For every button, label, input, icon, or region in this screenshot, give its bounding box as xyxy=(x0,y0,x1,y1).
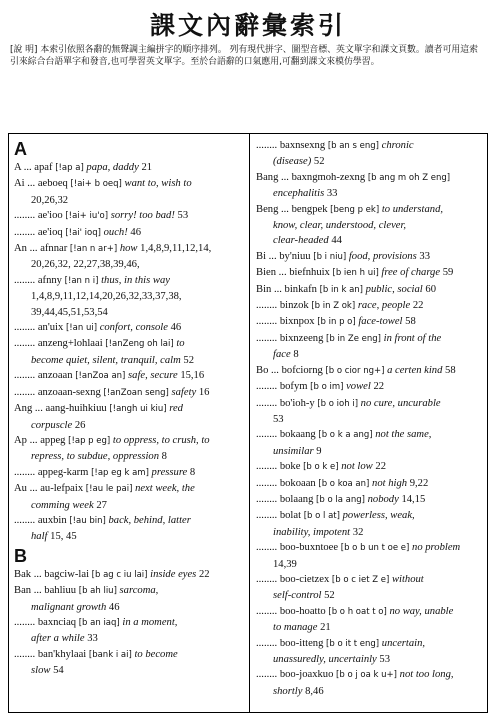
column-divider xyxy=(249,134,250,712)
index-entry-line xyxy=(256,429,431,440)
index-entry-line xyxy=(14,631,244,646)
index-entry-line xyxy=(256,461,386,472)
index-entry-line xyxy=(256,478,428,489)
index-entry-line xyxy=(14,353,244,368)
entry-phonetic: [b ah liu] xyxy=(78,586,117,597)
index-entry-line xyxy=(256,365,456,376)
entry-phonetic: [b ag c iu lai] xyxy=(91,569,148,580)
index-entry xyxy=(256,265,485,281)
index-entry-line xyxy=(14,387,209,398)
entry-phonetic: [b o k e] xyxy=(303,462,339,473)
entry-headword: Ang ... aang-huihkiuu xyxy=(14,403,107,415)
index-entry xyxy=(256,298,485,314)
entry-pages: 20,26,32, 22,27,38,39,46, xyxy=(31,259,140,271)
entry-phonetic: [b i niu] xyxy=(313,251,347,262)
entry-phonetic: [b an iaq] xyxy=(78,617,120,628)
entry-phonetic: [b o h oat t o] xyxy=(328,606,387,617)
index-entry-line xyxy=(14,569,210,580)
entry-pages: 46 xyxy=(108,601,120,613)
index-entry xyxy=(256,636,485,668)
index-entry-line xyxy=(14,243,211,254)
entry-headword: ........ anzoaan-sexng xyxy=(14,386,101,398)
entry-definition: no cure, uncurable xyxy=(360,397,441,409)
entry-pages: 20,26,32 xyxy=(31,194,69,206)
index-entry xyxy=(14,385,244,401)
entry-pages: 39,44,45,51,53,54 xyxy=(31,306,108,318)
entry-pages: 21 xyxy=(320,622,331,634)
index-entry-line xyxy=(256,316,416,327)
entry-definition: after a while xyxy=(31,633,85,645)
entry-phonetic: [beng p ek] xyxy=(330,204,380,215)
index-entry-line xyxy=(14,338,185,349)
entry-phonetic: [!angh ui kiu] xyxy=(109,404,167,415)
entry-headword: ........ bixnzeeng xyxy=(256,332,324,344)
entry-phonetic: [b in Ze eng] xyxy=(326,333,381,344)
entry-phonetic: [!au bin] xyxy=(69,515,106,526)
entry-pages: 54 xyxy=(53,665,64,677)
index-entry-line xyxy=(256,606,453,617)
index-entry-line xyxy=(14,435,210,446)
index-entry-line xyxy=(14,370,204,381)
entry-pages: 1,4,8,9,11,12,14,20,26,32,33,37,38, xyxy=(31,291,182,303)
entry-pages: 32 xyxy=(352,526,364,538)
index-entry-line xyxy=(14,322,181,333)
entry-phonetic: [!anZeng oh lai] xyxy=(105,339,174,350)
entry-headword: ........ bokaang xyxy=(256,429,316,441)
entry-phonetic: [b o it t eng] xyxy=(326,638,380,649)
index-entry-line xyxy=(256,574,424,585)
entry-headword: Bak ... bagciw-lai xyxy=(14,568,90,580)
entry-definition: comming week xyxy=(31,499,94,511)
entry-phonetic: [!anZoan seng] xyxy=(103,387,169,398)
entry-phonetic: [b ang m oh Z eng] xyxy=(367,172,451,183)
entry-phonetic: [!anZoa an] xyxy=(75,371,126,382)
entry-pages: 15, 45 xyxy=(50,531,77,543)
entry-headword: ........ boo-cietzex xyxy=(256,573,330,585)
entry-headword: Bien ... biefnhuix xyxy=(256,267,330,279)
index-entry-line xyxy=(256,251,430,262)
entry-headword: ........ baxnciaq xyxy=(14,616,77,628)
index-entry-line xyxy=(14,600,244,615)
entry-phonetic: [bank i ai] xyxy=(88,649,132,660)
entry-headword: A ... apaf xyxy=(14,162,53,173)
entry-definition: not high xyxy=(372,477,408,489)
entry-phonetic: [b o j oa k u+] xyxy=(336,670,397,681)
index-entry-line xyxy=(256,233,485,248)
entry-pages: 46 xyxy=(170,322,182,334)
entry-pages: 27 xyxy=(96,499,107,511)
entry-phonetic: [!ap eg k am] xyxy=(91,467,149,478)
index-entry-line xyxy=(256,154,485,169)
entry-phonetic: [b o k a ang] xyxy=(318,430,373,441)
entry-definition: (disease) xyxy=(273,156,312,168)
index-entry xyxy=(256,282,485,298)
entry-definition: a certen kind xyxy=(387,364,443,376)
index-entry xyxy=(256,508,485,540)
entry-definition: next week, the xyxy=(135,483,195,495)
entry-headword: ........ baxnsexng xyxy=(256,140,326,151)
index-entry-line xyxy=(14,210,188,221)
entry-phonetic: [b o im] xyxy=(310,382,344,393)
index-entry-line xyxy=(14,483,195,494)
entry-phonetic: [b o cior ng+] xyxy=(325,365,385,376)
entry-pages: 14,39 xyxy=(273,558,297,570)
entry-headword: ........ ban'khylaai xyxy=(14,648,87,660)
entry-definition: chronic xyxy=(381,140,414,151)
entry-pages: 53 xyxy=(177,210,189,222)
entry-pages: 44 xyxy=(331,235,342,247)
index-entry-line xyxy=(256,347,485,362)
entry-definition: sarcoma, xyxy=(119,585,159,597)
entry-definition: face-towel xyxy=(358,316,403,328)
entry-definition: vowel xyxy=(346,381,371,393)
entry-pages: 16 xyxy=(198,386,210,398)
index-entry-line xyxy=(14,193,244,208)
index-entry xyxy=(14,481,244,513)
entry-pages: 59 xyxy=(442,267,454,279)
index-entry-line xyxy=(14,498,244,513)
index-entry xyxy=(256,604,485,636)
index-entry-line xyxy=(14,305,244,320)
entry-headword: An ... afnnar xyxy=(14,243,68,255)
index-entry-line xyxy=(256,300,423,311)
index-entry xyxy=(14,225,244,241)
entry-definition: to understand, xyxy=(381,203,444,215)
index-entry xyxy=(14,320,244,336)
entry-definition: repress, to subdue, oppression xyxy=(31,451,160,463)
entry-definition: food, provisions xyxy=(348,250,417,262)
entry-phonetic: [!au le pai] xyxy=(85,484,133,495)
index-entry-line xyxy=(14,585,158,596)
entry-phonetic: [b in Z ok] xyxy=(311,301,356,312)
entry-definition: back, behind, latter xyxy=(108,514,191,526)
index-entry-line xyxy=(14,162,152,173)
entry-definition: how xyxy=(119,243,138,255)
index-entry xyxy=(14,241,244,273)
index-entry-line xyxy=(14,449,244,464)
entry-pages: 22 xyxy=(373,381,385,393)
entry-phonetic: [!ai+ b oeq] xyxy=(70,179,122,190)
index-entry xyxy=(14,208,244,224)
entry-pages: 26 xyxy=(74,419,86,431)
entry-pages: 52 xyxy=(324,590,335,602)
entry-pages: 53 xyxy=(273,413,284,425)
index-entry-line xyxy=(256,444,485,459)
entry-definition: corpuscle xyxy=(31,419,73,431)
entry-definition: uncertain, xyxy=(381,637,426,649)
index-entry-line xyxy=(256,267,453,278)
entry-phonetic: [!an ui] xyxy=(65,323,98,334)
entry-definition: face xyxy=(273,349,291,361)
index-entry xyxy=(256,249,485,265)
entry-phonetic: [b o c iet Z e] xyxy=(331,574,390,585)
entry-headword: Au ... au-lefpaix xyxy=(14,483,84,495)
entry-definition: not the same, xyxy=(375,429,432,441)
entry-headword: ........ binzok xyxy=(256,300,309,312)
entry-pages: 60 xyxy=(425,283,436,295)
entry-pages: 9 xyxy=(316,445,322,457)
entry-phonetic: [b in k an] xyxy=(319,284,363,295)
entry-definition: malignant growth xyxy=(31,601,107,613)
index-entry xyxy=(256,459,485,475)
entry-definition: to become xyxy=(134,648,178,660)
entry-headword: ........ anzoaan xyxy=(14,370,73,382)
index-entry xyxy=(256,667,485,699)
entry-phonetic: [b o ioh i] xyxy=(317,398,359,409)
entry-definition: know, clear, understood, clever, xyxy=(273,220,407,232)
index-entry xyxy=(256,202,485,249)
index-entry-line xyxy=(14,289,244,304)
entry-phonetic: [!ai' ioq] xyxy=(65,227,101,238)
entry-pages: 8 xyxy=(161,451,167,463)
entry-definition: half xyxy=(31,531,48,543)
index-entry-line xyxy=(256,140,414,151)
index-entry xyxy=(14,160,244,176)
entry-definition: to manage xyxy=(273,622,318,634)
entry-definition: not low xyxy=(341,461,373,473)
entry-pages: 33 xyxy=(87,633,98,645)
entry-phonetic: [!ap a] xyxy=(55,163,84,173)
index-entry-line xyxy=(256,381,384,392)
index-entry xyxy=(14,176,244,208)
entry-phonetic: [!ap p eg] xyxy=(68,435,111,446)
entry-definition: sorry! too bad! xyxy=(110,210,175,222)
entry-definition: to oppress, to crush, to xyxy=(112,434,210,446)
entry-headword: Bang ... baxngmoh-zexng xyxy=(256,171,366,183)
index-entry xyxy=(256,363,485,379)
entry-pages: 52 xyxy=(313,156,325,168)
index-entry-line xyxy=(14,418,244,433)
entry-definition: in front of the xyxy=(383,332,442,344)
index-entry xyxy=(14,273,244,320)
index-entry xyxy=(14,433,244,465)
index-letter-heading: B xyxy=(14,545,27,566)
entry-definition: public, social xyxy=(365,283,423,295)
entry-definition: powerless, weak, xyxy=(342,510,415,522)
entry-headword: ........ boo-joaxkuo xyxy=(256,669,334,681)
entry-definition: safe, secure xyxy=(128,370,178,382)
entry-definition: unsimilar xyxy=(273,445,314,457)
left-column xyxy=(14,138,244,679)
entry-pages: 33 xyxy=(419,250,430,262)
entry-pages: 46 xyxy=(130,226,141,238)
entry-definition: ouch! xyxy=(103,226,128,238)
entry-headword: Bin ... binkafn xyxy=(256,283,317,295)
entry-headword: ........ bixnpox xyxy=(256,316,315,328)
entry-headword: ........ an'uix xyxy=(14,322,64,334)
index-entry-line xyxy=(256,284,436,295)
entry-pages: 53 xyxy=(379,654,391,665)
entry-headword: ........ bo'ioh-y xyxy=(256,397,315,409)
index-entry-line xyxy=(256,557,485,572)
entry-headword: ........ boo-itteng xyxy=(256,637,324,649)
index-letter-heading: A xyxy=(14,139,27,159)
entry-pages: 8,46 xyxy=(305,685,324,697)
entry-headword: Ai ... aeboeq xyxy=(14,178,68,190)
index-entry xyxy=(256,476,485,492)
index-entry-line xyxy=(256,510,415,521)
entry-pages: 58 xyxy=(405,316,416,328)
entry-definition: pressure xyxy=(151,466,188,478)
index-entry-line xyxy=(14,529,244,544)
index-entry-line xyxy=(14,257,244,272)
entry-definition: to xyxy=(176,338,185,350)
index-entry xyxy=(256,572,485,604)
entry-headword: ........ boo-buxntoee xyxy=(256,542,339,554)
entry-pages: 1,4,8,9,11,12,14, xyxy=(140,243,212,255)
index-entry xyxy=(14,513,244,545)
entry-definition: shortly xyxy=(273,685,303,697)
index-entry xyxy=(256,170,485,202)
index-entry-line xyxy=(256,494,425,505)
index-entry-line xyxy=(256,638,425,649)
entry-definition: clear-headed xyxy=(273,235,329,247)
entry-pages: 33 xyxy=(326,188,338,200)
index-entry-line xyxy=(14,617,177,628)
index-entry-line xyxy=(256,218,485,233)
entry-headword: ........ bokoaan xyxy=(256,477,316,489)
entry-headword: Ap ... appeg xyxy=(14,434,66,446)
index-entry-line xyxy=(256,412,485,427)
index-entry xyxy=(256,331,485,363)
entry-definition: thus, in this way xyxy=(101,274,170,286)
intro-note: [說 明] 本索引依照各辭的無聲調主編拼字的順序排列。 列有現代拼字、圖型音標、英文單字和課文頁數。讀者可用這索引來綜合台語單字和發音,也可學習英文單字。至於台語辭的口氣應用,可翻到課文來模仿學習。 xyxy=(10,45,479,67)
entry-pages: 58 xyxy=(445,364,456,376)
entry-phonetic: [b o koa an] xyxy=(318,478,370,489)
entry-headword: ........ ae'ioq xyxy=(14,226,63,238)
entry-definition: in a moment, xyxy=(122,616,178,628)
entry-definition: without xyxy=(391,573,424,585)
index-entry xyxy=(256,427,485,459)
index-entry-line xyxy=(256,588,485,603)
index-table xyxy=(8,133,488,713)
entry-headword: ........ bolat xyxy=(256,510,302,522)
entry-pages: 21 xyxy=(141,162,153,173)
index-entry-line xyxy=(256,204,443,215)
index-entry-line xyxy=(14,178,192,189)
entry-pages: 8 xyxy=(189,466,196,478)
index-entry-line xyxy=(14,515,191,526)
index-entry-line xyxy=(256,669,454,680)
entry-definition: papa, daddy xyxy=(86,162,139,173)
entry-headword: ........ boke xyxy=(256,461,301,473)
index-entry xyxy=(256,396,485,428)
entry-phonetic: [b o l at] xyxy=(303,511,340,522)
entry-pages: 8 xyxy=(293,349,299,361)
entry-definition: confort, console xyxy=(99,322,168,334)
entry-pages: 22 xyxy=(375,461,386,473)
entry-pages: 52 xyxy=(183,354,195,366)
entry-pages: 14,15 xyxy=(401,493,426,505)
entry-headword: ........ bolaang xyxy=(256,493,314,505)
entry-phonetic: [!an n ar+] xyxy=(69,244,118,255)
entry-phonetic: [!an n i] xyxy=(64,275,99,286)
index-entry-line xyxy=(14,403,183,414)
entry-pages: 15,16 xyxy=(180,370,205,382)
index-entry-line xyxy=(256,542,460,553)
entry-headword: ........ boo-hoatto xyxy=(256,605,326,617)
index-entry-line xyxy=(256,684,485,699)
index-entry xyxy=(256,138,485,170)
entry-phonetic: [b o b un t oe e] xyxy=(340,543,410,554)
index-entry-line xyxy=(256,172,450,183)
entry-pages: 22 xyxy=(412,300,424,312)
index-entry-line xyxy=(256,398,441,409)
entry-definition: want to, wish to xyxy=(124,178,192,190)
entry-definition: inside eyes xyxy=(150,568,197,580)
entry-headword: Bo ... bofciorng xyxy=(256,364,323,376)
index-entry xyxy=(14,336,244,368)
page-title: 課文內辭彙索引 xyxy=(149,11,346,40)
index-entry-line xyxy=(256,186,485,201)
index-entry-line xyxy=(14,467,195,478)
index-entry xyxy=(14,583,244,615)
index-entry xyxy=(256,540,485,572)
right-column xyxy=(256,138,485,699)
entry-definition: slow xyxy=(31,665,51,677)
entry-pages: 22 xyxy=(198,568,210,580)
index-entry xyxy=(256,314,485,330)
entry-definition: no way, unable xyxy=(389,605,454,617)
index-entry xyxy=(14,567,244,583)
entry-headword: Beng ... bengpek xyxy=(256,203,328,215)
entry-definition: not too long, xyxy=(399,669,454,681)
entry-phonetic: [b ien h ui] xyxy=(332,268,379,279)
entry-headword: ........ anzeng+lohlaai xyxy=(14,338,103,350)
entry-headword: ........ appeg-karm xyxy=(14,466,89,478)
entry-headword: Ban ... bahliuu xyxy=(14,585,77,597)
entry-headword: ........ auxbin xyxy=(14,514,67,526)
index-entry-line xyxy=(256,333,441,344)
entry-definition: become quiet, silent, tranquil, calm xyxy=(31,354,181,366)
index-entry-line xyxy=(256,620,485,635)
entry-definition: nobody xyxy=(367,493,399,505)
index-entry-line xyxy=(14,227,141,238)
index-entry xyxy=(14,615,244,647)
entry-definition: safety xyxy=(171,386,197,398)
index-entry xyxy=(14,465,244,481)
index-entry-line xyxy=(14,275,170,286)
index-entry-line xyxy=(256,525,485,540)
entry-definition: self-control xyxy=(273,590,322,602)
entry-definition: inability, impotent xyxy=(273,526,351,538)
entry-definition: free of charge xyxy=(381,267,441,279)
entry-phonetic: [b o la ang] xyxy=(316,494,365,505)
entry-headword: Bi ... by'niuu xyxy=(256,250,311,262)
index-entry-line xyxy=(14,649,178,660)
index-entry-line xyxy=(14,663,244,678)
entry-definition: race, people xyxy=(357,300,411,312)
entry-phonetic: [b in p o] xyxy=(317,317,356,328)
entry-definition: no problem xyxy=(412,542,461,554)
index-entry-line xyxy=(256,652,485,667)
entry-definition: unassuredly, uncertainly xyxy=(273,654,377,665)
entry-definition: encephalitis xyxy=(273,188,325,200)
entry-headword: ........ bofym xyxy=(256,381,308,393)
index-entry xyxy=(256,492,485,508)
entry-pages: 9,22 xyxy=(409,477,429,489)
entry-phonetic: [b an s eng] xyxy=(327,141,379,151)
entry-phonetic: [!ai+ iu'o] xyxy=(65,211,109,222)
index-entry xyxy=(256,379,485,395)
index-entry xyxy=(14,368,244,384)
entry-headword: ........ ae'ioo xyxy=(14,210,63,222)
entry-definition: red xyxy=(169,403,183,415)
index-entry xyxy=(14,401,244,433)
index-entry xyxy=(14,647,244,679)
entry-headword: ........ afnny xyxy=(14,274,62,286)
